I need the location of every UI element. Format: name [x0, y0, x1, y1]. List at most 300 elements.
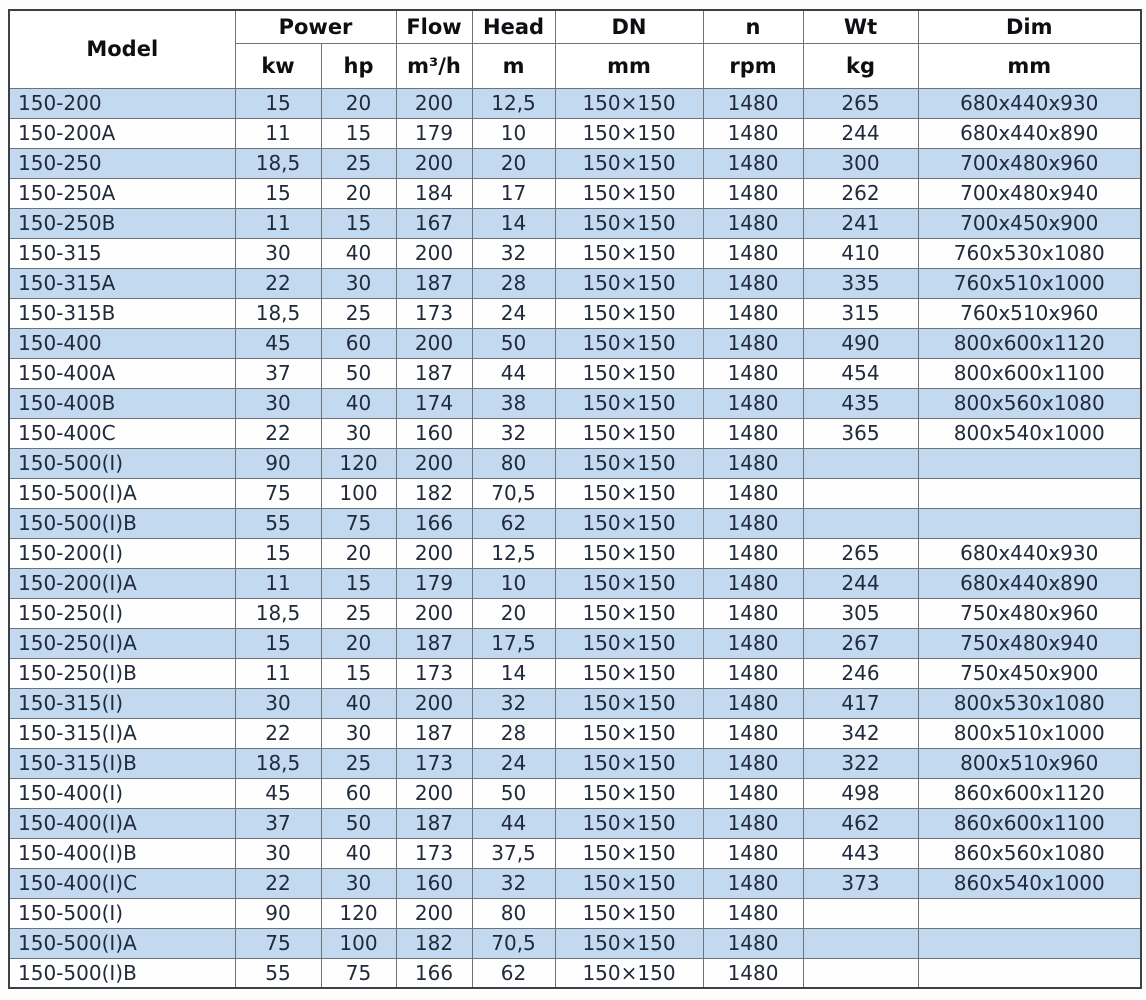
cell-model: 150-500(I)A: [9, 928, 235, 958]
cell-power-kw: 30: [235, 688, 321, 718]
cell-wt: 498: [803, 778, 918, 808]
cell-flow: 200: [396, 598, 472, 628]
cell-model: 150-500(I): [9, 448, 235, 478]
cell-n: 1480: [703, 568, 803, 598]
cell-dim: [918, 508, 1141, 538]
cell-wt: [803, 958, 918, 988]
cell-power-hp: 30: [321, 868, 396, 898]
cell-dn: 150×150: [555, 748, 703, 778]
cell-power-hp: 75: [321, 508, 396, 538]
cell-head: 24: [472, 748, 555, 778]
cell-n: 1480: [703, 148, 803, 178]
cell-power-kw: 15: [235, 538, 321, 568]
table-row: [9, 418, 1141, 448]
cell-power-hp: 25: [321, 748, 396, 778]
cell-n: 1480: [703, 838, 803, 868]
cell-n: 1480: [703, 778, 803, 808]
cell-flow: 200: [396, 238, 472, 268]
cell-power-kw: 15: [235, 628, 321, 658]
col-header-dim: Dim: [918, 10, 1141, 43]
cell-wt: 417: [803, 688, 918, 718]
cell-power-hp: 20: [321, 628, 396, 658]
col-header-hp: hp: [321, 43, 396, 88]
cell-wt: 435: [803, 388, 918, 418]
cell-flow: 179: [396, 118, 472, 148]
cell-flow: 166: [396, 508, 472, 538]
cell-flow: 160: [396, 418, 472, 448]
cell-power-kw: 11: [235, 208, 321, 238]
cell-wt: 454: [803, 358, 918, 388]
cell-power-kw: 55: [235, 508, 321, 538]
col-header-n-unit: rpm: [703, 43, 803, 88]
cell-power-kw: 30: [235, 238, 321, 268]
cell-power-hp: 25: [321, 598, 396, 628]
cell-dim: 760x510x1000: [918, 268, 1141, 298]
cell-n: 1480: [703, 538, 803, 568]
cell-power-kw: 22: [235, 418, 321, 448]
cell-n: 1480: [703, 688, 803, 718]
cell-wt: 267: [803, 628, 918, 658]
table-row: [9, 868, 1141, 898]
cell-n: 1480: [703, 958, 803, 988]
cell-flow: 200: [396, 88, 472, 118]
cell-n: 1480: [703, 328, 803, 358]
cell-n: 1480: [703, 868, 803, 898]
table-row: [9, 658, 1141, 688]
cell-dim: 750x480x960: [918, 598, 1141, 628]
col-header-dn-unit: mm: [555, 43, 703, 88]
table-row: [9, 688, 1141, 718]
cell-n: 1480: [703, 658, 803, 688]
table-body: [9, 88, 1141, 988]
cell-power-kw: 37: [235, 358, 321, 388]
cell-model: 150-250(I)A: [9, 628, 235, 658]
cell-power-hp: 25: [321, 298, 396, 328]
cell-dim: 800x600x1120: [918, 328, 1141, 358]
cell-head: 50: [472, 328, 555, 358]
cell-power-kw: 11: [235, 568, 321, 598]
cell-model: 150-315(I)B: [9, 748, 235, 778]
cell-flow: 167: [396, 208, 472, 238]
cell-dim: 680x440x890: [918, 118, 1141, 148]
table-row: [9, 838, 1141, 868]
cell-dn: 150×150: [555, 388, 703, 418]
cell-dim: [918, 478, 1141, 508]
cell-wt: 305: [803, 598, 918, 628]
cell-dn: 150×150: [555, 448, 703, 478]
cell-model: 150-400(I)C: [9, 868, 235, 898]
cell-dn: 150×150: [555, 208, 703, 238]
cell-wt: 241: [803, 208, 918, 238]
cell-dn: 150×150: [555, 868, 703, 898]
cell-head: 10: [472, 568, 555, 598]
table-row: [9, 598, 1141, 628]
cell-dn: 150×150: [555, 418, 703, 448]
table-row: [9, 268, 1141, 298]
cell-power-hp: 40: [321, 838, 396, 868]
cell-n: 1480: [703, 508, 803, 538]
cell-dim: 800x600x1100: [918, 358, 1141, 388]
cell-power-hp: 40: [321, 388, 396, 418]
cell-n: 1480: [703, 808, 803, 838]
cell-flow: 166: [396, 958, 472, 988]
cell-flow: 187: [396, 808, 472, 838]
cell-head: 70,5: [472, 928, 555, 958]
cell-flow: 187: [396, 268, 472, 298]
cell-wt: 342: [803, 718, 918, 748]
cell-n: 1480: [703, 178, 803, 208]
cell-model: 150-315(I): [9, 688, 235, 718]
cell-model: 150-400A: [9, 358, 235, 388]
cell-flow: 200: [396, 778, 472, 808]
cell-dim: 860x600x1120: [918, 778, 1141, 808]
cell-head: 17,5: [472, 628, 555, 658]
cell-dn: 150×150: [555, 268, 703, 298]
cell-power-hp: 30: [321, 418, 396, 448]
cell-wt: 322: [803, 748, 918, 778]
cell-head: 10: [472, 118, 555, 148]
cell-power-kw: 75: [235, 928, 321, 958]
cell-power-kw: 22: [235, 718, 321, 748]
cell-power-kw: 11: [235, 118, 321, 148]
cell-power-hp: 100: [321, 928, 396, 958]
cell-model: 150-200(I)A: [9, 568, 235, 598]
cell-n: 1480: [703, 88, 803, 118]
cell-wt: 262: [803, 178, 918, 208]
cell-flow: 173: [396, 658, 472, 688]
cell-dim: 860x540x1000: [918, 868, 1141, 898]
cell-head: 44: [472, 358, 555, 388]
cell-dn: 150×150: [555, 178, 703, 208]
cell-power-kw: 55: [235, 958, 321, 988]
cell-model: 150-400B: [9, 388, 235, 418]
cell-model: 150-250(I)B: [9, 658, 235, 688]
cell-dim: 760x510x960: [918, 298, 1141, 328]
cell-dn: 150×150: [555, 958, 703, 988]
cell-wt: 244: [803, 118, 918, 148]
table-row: [9, 928, 1141, 958]
cell-power-kw: 22: [235, 268, 321, 298]
cell-model: 150-200(I): [9, 538, 235, 568]
cell-flow: 179: [396, 568, 472, 598]
cell-wt: [803, 928, 918, 958]
col-header-wt-unit: kg: [803, 43, 918, 88]
cell-head: 32: [472, 868, 555, 898]
cell-head: 20: [472, 598, 555, 628]
col-header-flow-unit: m³/h: [396, 43, 472, 88]
cell-head: 12,5: [472, 538, 555, 568]
table-row: [9, 808, 1141, 838]
col-header-dn: DN: [555, 10, 703, 43]
cell-wt: 490: [803, 328, 918, 358]
cell-dim: 700x450x900: [918, 208, 1141, 238]
cell-flow: 173: [396, 298, 472, 328]
cell-dn: 150×150: [555, 238, 703, 268]
cell-dn: 150×150: [555, 508, 703, 538]
cell-head: 50: [472, 778, 555, 808]
cell-power-hp: 25: [321, 148, 396, 178]
cell-wt: 373: [803, 868, 918, 898]
cell-n: 1480: [703, 418, 803, 448]
cell-dim: 760x530x1080: [918, 238, 1141, 268]
cell-dn: 150×150: [555, 688, 703, 718]
cell-flow: 160: [396, 868, 472, 898]
cell-power-hp: 15: [321, 118, 396, 148]
cell-head: 70,5: [472, 478, 555, 508]
cell-dim: 800x540x1000: [918, 418, 1141, 448]
cell-wt: 265: [803, 88, 918, 118]
cell-model: 150-250A: [9, 178, 235, 208]
cell-dn: 150×150: [555, 118, 703, 148]
cell-head: 62: [472, 508, 555, 538]
table-row: [9, 898, 1141, 928]
cell-power-hp: 100: [321, 478, 396, 508]
cell-dn: 150×150: [555, 88, 703, 118]
cell-n: 1480: [703, 358, 803, 388]
cell-flow: 187: [396, 628, 472, 658]
cell-dn: 150×150: [555, 718, 703, 748]
cell-n: 1480: [703, 238, 803, 268]
col-header-head: Head: [472, 10, 555, 43]
cell-head: 28: [472, 718, 555, 748]
cell-head: 17: [472, 178, 555, 208]
table-row: [9, 718, 1141, 748]
cell-dim: [918, 448, 1141, 478]
cell-n: 1480: [703, 208, 803, 238]
cell-head: 14: [472, 658, 555, 688]
cell-power-kw: 30: [235, 838, 321, 868]
cell-model: 150-400(I)B: [9, 838, 235, 868]
cell-flow: 173: [396, 838, 472, 868]
pump-spec-table: [8, 9, 1142, 989]
cell-dim: [918, 898, 1141, 928]
cell-head: 12,5: [472, 88, 555, 118]
cell-dn: 150×150: [555, 928, 703, 958]
cell-dim: 800x560x1080: [918, 388, 1141, 418]
cell-wt: [803, 448, 918, 478]
cell-model: 150-200A: [9, 118, 235, 148]
table-row: [9, 148, 1141, 178]
cell-n: 1480: [703, 628, 803, 658]
cell-head: 14: [472, 208, 555, 238]
cell-wt: 246: [803, 658, 918, 688]
cell-power-kw: 18,5: [235, 598, 321, 628]
cell-power-kw: 11: [235, 658, 321, 688]
col-header-head-unit: m: [472, 43, 555, 88]
cell-power-hp: 30: [321, 268, 396, 298]
cell-head: 37,5: [472, 838, 555, 868]
cell-flow: 173: [396, 748, 472, 778]
cell-dn: 150×150: [555, 358, 703, 388]
cell-wt: 365: [803, 418, 918, 448]
cell-dim: 700x480x940: [918, 178, 1141, 208]
cell-dim: 680x440x890: [918, 568, 1141, 598]
table-row: [9, 478, 1141, 508]
cell-dim: 700x480x960: [918, 148, 1141, 178]
cell-dim: 680x440x930: [918, 88, 1141, 118]
cell-power-hp: 20: [321, 538, 396, 568]
cell-model: 150-400(I): [9, 778, 235, 808]
cell-model: 150-400(I)A: [9, 808, 235, 838]
cell-dim: [918, 958, 1141, 988]
cell-dim: 800x510x1000: [918, 718, 1141, 748]
col-header-n: n: [703, 10, 803, 43]
table-row: [9, 748, 1141, 778]
cell-power-hp: 20: [321, 88, 396, 118]
header-row-titles: [9, 10, 1141, 43]
cell-dim: 860x600x1100: [918, 808, 1141, 838]
cell-head: 32: [472, 418, 555, 448]
cell-dn: 150×150: [555, 628, 703, 658]
cell-power-kw: 90: [235, 898, 321, 928]
cell-wt: 335: [803, 268, 918, 298]
cell-model: 150-315(I)A: [9, 718, 235, 748]
cell-power-kw: 75: [235, 478, 321, 508]
cell-dim: 680x440x930: [918, 538, 1141, 568]
cell-head: 44: [472, 808, 555, 838]
cell-model: 150-400C: [9, 418, 235, 448]
cell-n: 1480: [703, 928, 803, 958]
cell-model: 150-500(I)B: [9, 958, 235, 988]
cell-dn: 150×150: [555, 838, 703, 868]
cell-head: 28: [472, 268, 555, 298]
cell-dn: 150×150: [555, 568, 703, 598]
cell-head: 24: [472, 298, 555, 328]
cell-power-hp: 50: [321, 808, 396, 838]
table-row: [9, 238, 1141, 268]
cell-power-kw: 18,5: [235, 748, 321, 778]
cell-dn: 150×150: [555, 538, 703, 568]
cell-dn: 150×150: [555, 328, 703, 358]
cell-model: 150-315: [9, 238, 235, 268]
col-header-dim-unit: mm: [918, 43, 1141, 88]
cell-model: 150-500(I): [9, 898, 235, 928]
cell-power-kw: 45: [235, 328, 321, 358]
cell-flow: 187: [396, 358, 472, 388]
cell-power-hp: 120: [321, 448, 396, 478]
cell-power-hp: 15: [321, 568, 396, 598]
cell-dn: 150×150: [555, 808, 703, 838]
cell-model: 150-315A: [9, 268, 235, 298]
cell-flow: 200: [396, 538, 472, 568]
cell-flow: 200: [396, 688, 472, 718]
cell-dim: 800x510x960: [918, 748, 1141, 778]
cell-flow: 182: [396, 928, 472, 958]
cell-power-hp: 60: [321, 328, 396, 358]
cell-flow: 187: [396, 718, 472, 748]
cell-dn: 150×150: [555, 148, 703, 178]
cell-n: 1480: [703, 478, 803, 508]
table-row: [9, 88, 1141, 118]
cell-n: 1480: [703, 448, 803, 478]
cell-model: 150-500(I)B: [9, 508, 235, 538]
cell-wt: 462: [803, 808, 918, 838]
cell-power-hp: 15: [321, 208, 396, 238]
cell-dn: 150×150: [555, 658, 703, 688]
cell-n: 1480: [703, 298, 803, 328]
cell-model: 150-250: [9, 148, 235, 178]
col-header-model: Model: [9, 10, 235, 88]
cell-head: 38: [472, 388, 555, 418]
cell-wt: 244: [803, 568, 918, 598]
cell-wt: [803, 478, 918, 508]
col-header-power: Power: [235, 10, 396, 43]
table-row: [9, 388, 1141, 418]
table-row: [9, 448, 1141, 478]
cell-n: 1480: [703, 718, 803, 748]
cell-power-hp: 75: [321, 958, 396, 988]
cell-power-hp: 50: [321, 358, 396, 388]
table-row: [9, 958, 1141, 988]
cell-flow: 200: [396, 328, 472, 358]
cell-wt: 300: [803, 148, 918, 178]
cell-flow: 200: [396, 148, 472, 178]
cell-n: 1480: [703, 268, 803, 298]
cell-model: 150-200: [9, 88, 235, 118]
cell-wt: [803, 898, 918, 928]
cell-dn: 150×150: [555, 298, 703, 328]
cell-head: 80: [472, 898, 555, 928]
cell-power-kw: 15: [235, 88, 321, 118]
col-header-kw: kw: [235, 43, 321, 88]
table-row: [9, 358, 1141, 388]
cell-power-hp: 60: [321, 778, 396, 808]
cell-flow: 174: [396, 388, 472, 418]
cell-dn: 150×150: [555, 598, 703, 628]
cell-power-hp: 30: [321, 718, 396, 748]
cell-power-hp: 120: [321, 898, 396, 928]
col-header-wt: Wt: [803, 10, 918, 43]
col-header-flow: Flow: [396, 10, 472, 43]
table-header: [9, 10, 1141, 88]
table-row: [9, 538, 1141, 568]
cell-wt: 410: [803, 238, 918, 268]
cell-head: 80: [472, 448, 555, 478]
table-row: [9, 298, 1141, 328]
cell-flow: 182: [396, 478, 472, 508]
cell-power-kw: 18,5: [235, 298, 321, 328]
cell-power-kw: 22: [235, 868, 321, 898]
cell-dim: 750x480x940: [918, 628, 1141, 658]
table-row: [9, 778, 1141, 808]
table-row: [9, 208, 1141, 238]
table-row: [9, 628, 1141, 658]
cell-dim: 800x530x1080: [918, 688, 1141, 718]
cell-power-kw: 45: [235, 778, 321, 808]
table-row: [9, 508, 1141, 538]
cell-n: 1480: [703, 118, 803, 148]
cell-power-hp: 15: [321, 658, 396, 688]
cell-head: 20: [472, 148, 555, 178]
cell-power-hp: 20: [321, 178, 396, 208]
cell-dim: [918, 928, 1141, 958]
cell-dn: 150×150: [555, 898, 703, 928]
cell-model: 150-250B: [9, 208, 235, 238]
cell-n: 1480: [703, 748, 803, 778]
cell-n: 1480: [703, 898, 803, 928]
table-row: [9, 328, 1141, 358]
cell-flow: 184: [396, 178, 472, 208]
cell-wt: 315: [803, 298, 918, 328]
cell-dim: 750x450x900: [918, 658, 1141, 688]
cell-power-kw: 18,5: [235, 148, 321, 178]
cell-power-hp: 40: [321, 688, 396, 718]
cell-n: 1480: [703, 388, 803, 418]
cell-model: 150-400: [9, 328, 235, 358]
cell-model: 150-250(I): [9, 598, 235, 628]
cell-power-kw: 15: [235, 178, 321, 208]
cell-n: 1480: [703, 598, 803, 628]
